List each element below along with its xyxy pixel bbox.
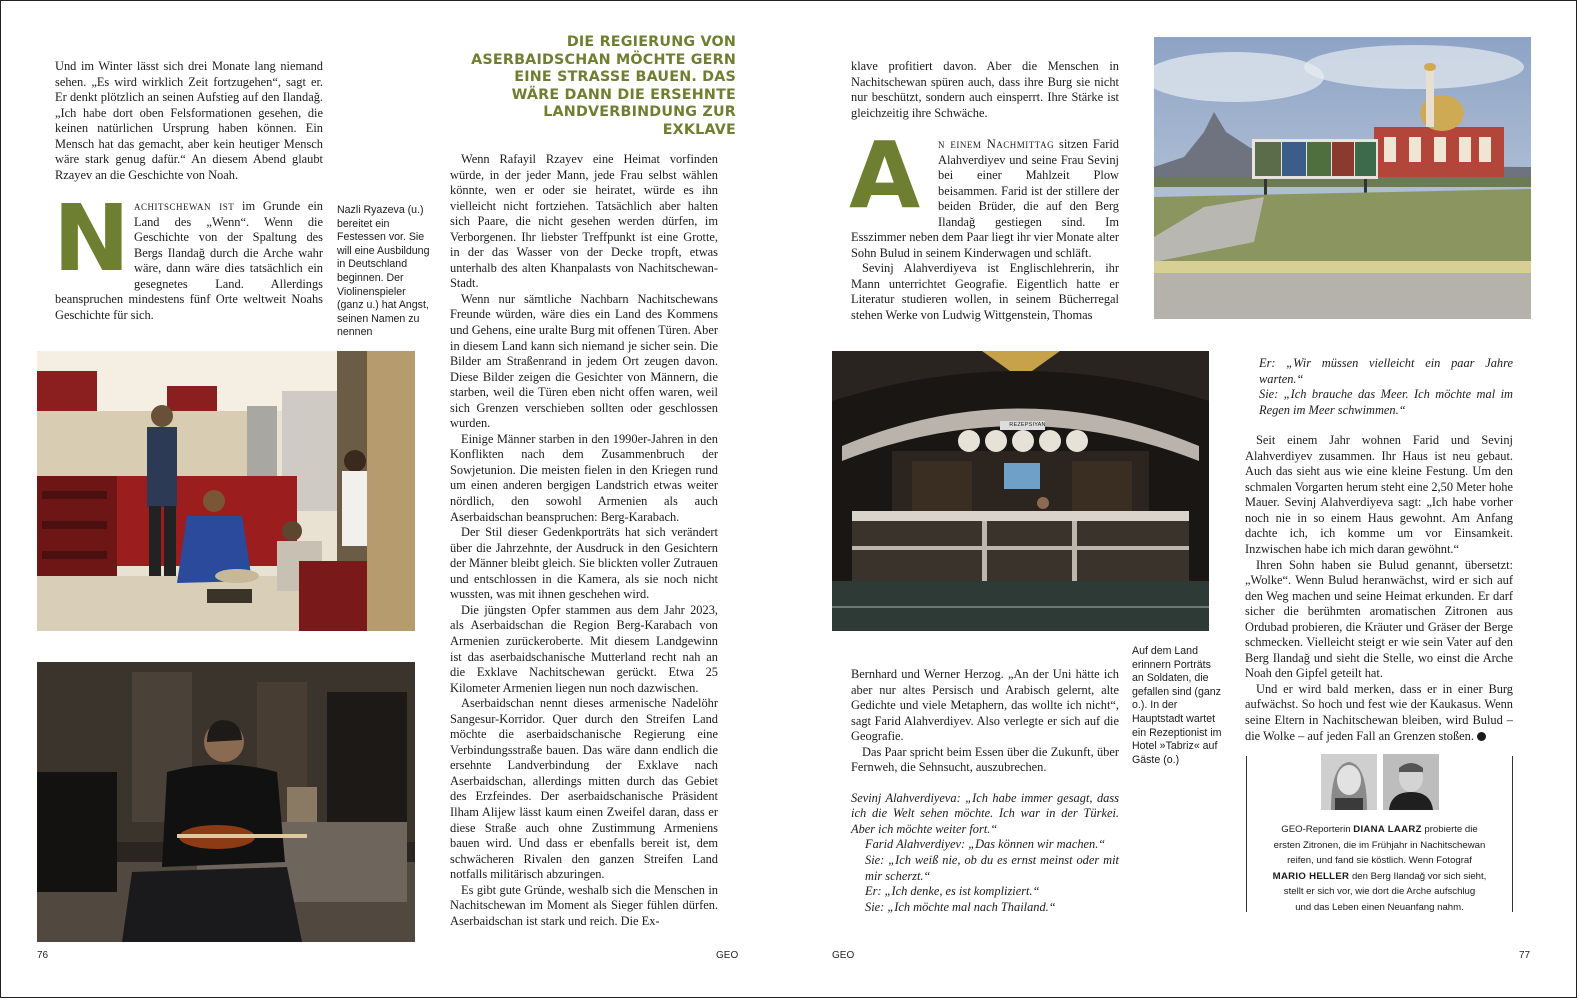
reception-sign: REZEPSIYAN <box>1009 422 1046 428</box>
caption-right: Auf dem Land erinnern Porträts an Soldaten, die gefallen sind (ganz o.). In der Hauptstadt wartet ein Rezeptionist im Hotel »Tabriz« auf Gäste (o.) <box>1132 645 1222 766</box>
dropcap-a: A <box>849 122 921 229</box>
col3-bottom-text: Bernhard und Werner Herzog. „An der Uni hätte ich aber nur altes Persisch und Arabisch gelernt, alte Gedichte und viele Metaphern, das wollte ich nicht“, sagt Farid Alahverdiyev. Also verlegte er sich auf die Geografie. Das Paar spricht beim Essen über die Zukunft, über Fernweh, die Sehnsucht, auszubrechen. Sevinj Alahverdiyeva: „Ich habe immer gesagt, dass ich die Welt sehen möchte. Ich war in der Türkei. Aber ich möchte weiter fort.“ Farid Alahverdiyev: „Das können wir machen.“ Sie: „Ich weiß nie, ob du es ernst meinst oder mit mir scherzt.“ Er: „Ich denke, es ist kompliziert.“ Sie: „Ich möchte mal nach Thailand.“ <box>851 667 1119 914</box>
kitchen-photo <box>37 351 415 631</box>
col2-text: Wenn Rafayil Rzayev eine Heimat vorfinden würde, in der jeder Mann, jede Frau selbst wählen könnte, wen er oder sie heiratet, würde es ihn vielleicht nicht fortziehen. Tatsächlich aber halten sich Paare, die nicht gesehen werden dürfen, im Verborgenen. Ihr liebster Treffpunkt ist eine Grotte, in der das Wasser von der Decke tropft, etwas unterhalb des alten Khanpalasts von Nachitschewan-Stadt. Wenn nur sämtliche Nachbarn Nachitschewans Freunde würden, wäre dies ein Land des Kommens und Gehens, eine uralte Burg mit offenen Türen. Aber in diesem Land kann sich niemand je sicher sein. Die Bilder am Straßenrand in jedem Ort zeugen davon. Diese Bilder zeigen die Gesichter von Männern, die starben, weil die Türen eben nicht offen waren, weil sich Grenzen verschieben sollten oder geschlossen wurden. Einige Männer starben in den 1990er-Jahren in den Konflikten nach dem Zusammenbruch der Sowjetunion. Die meisten fielen in den Kriegen rund um einen anderen bergigen Landstrich etwas weiter nördlich, den sowohl Armenien als auch Aserbaidschan beanspruchen: Berg-Karabach. Der Stil dieser Gedenkporträts hat sich verändert über die Jahrzehnte, der Ausdruck in den Gesichtern der Männer bleibt gleich. Sie blickten voller Zutrauen und entschlossen in die Kamera, als sie noch nicht wussten, was mit ihnen geschehen wird. Die jüngsten Opfer stammen aus dem Jahr 2023, als Aserbaidschan die Region Berg-Karabach von Armenien zurückeroberte. Mit diesem Landgewinn ist das aserbaidschanische Mutterland recht nah an die Exklave Nachitschewan gerückt. Etwa 25 Kilometer Armenien liegen nun noch dazwischen. Aserbaidschan nennt dieses armenische Nadelöhr Sangesur-Korridor. Quer durch den Streifen Land möchte die aserbaidschanische Regierung eine Verbindungsstraße bauen. Das wäre dann endlich die ersehnte Landverbindung der Exklave nach Aserbaidschan, allerdings mitten durch das Gebiet des Erzfeindes. Der aserbaidschanische Präsident Ilham Alijew lässt kaum einen Zweifel daran, dass er diese Straße auch ohne Zustimmung Armeniens bauen wird. Und dass er ebenfalls bereit ist, dem schwächeren Rivalen den ganzen Streifen Land notfalls militärisch abzuringen. Es gibt gute Gründe, weshalb sich die Menschen in Nachitschewan im Moment als Sieger fühlen dürfen. Aserbaidschan ist stark und reich. Die Ex- <box>450 152 718 928</box>
violinist-photo <box>37 662 415 942</box>
folio-number-right: 77 <box>1519 950 1531 961</box>
author-photo-diana <box>1321 754 1377 810</box>
author-photo-mario <box>1383 754 1439 810</box>
author-box-right-rule <box>1512 756 1513 912</box>
col1-intro: Und im Winter lässt sich drei Monate lang niemand sehen. „Es wird wirklich Zeit fortzugehen“, sagt er. Er denkt plötzlich an seinen Aufstieg auf den Ilandağ. „Ich habe dort oben Felsformationen gesehen, die keinen natürlichen Ursprung haben können. Ein Mensch hat das gemacht, aber kein heutiger Mensch wäre stark genug dafür.“ An diesem Abend glaubt Rzayev an die Geschichte von Noah. <box>55 59 323 182</box>
author-box-left-rule <box>1246 756 1247 912</box>
dropcap-n: N <box>53 185 130 292</box>
author-bio: GEO-Reporterin DIANA LAARZ probierte die ersten Zitronen, die im Frühjahr in Nachitschewan reifen, und fand sie köstlich. Wenn Fotograf MARIO HELLER den Berg Ilandağ vor sich sieht, stellt er sich vor, wie dort die Arche aufschlug und das Leben einen Neuanfang nahm. <box>1272 824 1487 913</box>
col3-a-paragraph: n einem Nachmittag sitzen Farid Alahverdiyev und seine Frau Sevinj bei einer Mahlzeit Plow beisammen. Farid ist der stillere der beiden Brüder, die auf den Berg Ilandağ gestiegen sind. Im Esszimmer neben dem Paar liegt ihr vier Monate alter Sohn Bulud in seinem Kinderwagen und schläft. Sevinj Alahverdiyeva ist Englischlehrerin, ihr Mann unterrichtet Geografie. Eigentlich hatte er Literatur studieren wollen, in seinem Bücherregal stehen Werke von Ludwig Wittgenstein, Thomas <box>851 137 1119 323</box>
folio-brand-right: GEO <box>832 950 855 961</box>
folio-brand-left: GEO <box>716 950 739 961</box>
col3-intro: klave profitiert davon. Aber die Menschen in Nachitschewan spüren auch, dass ihre Burg sie nicht nur beschützt, sondern auch einsperrt. Ihre Stärke ist gleichzeitig ihre Schwäche. <box>851 59 1119 120</box>
col1-n-paragraph: achitschewan ist im Grunde ein Land des „Wenn“. Wenn die Geschichte von der Spaltung des Bergs Ilandağ durch die Arche wahr wäre, dann wäre dies tatsächlich ein gesegnetes Land. Allerdings beanspruchen mindestens fünf Orte weltweit Noahs Geschichte für sich. <box>55 199 323 322</box>
pull-quote: DIE REGIERUNG VON ASERBAIDSCHAN MÖCHTE GERN EINE STRASSE BAUEN. DAS WÄRE DANN DIE ERSEHNTE LANDVERBINDUNG ZUR EXKLAVE <box>471 34 736 138</box>
reception-photo <box>832 351 1209 631</box>
caption-top: Nazli Ryazeva (u.) bereitet ein Festessen vor. Sie will eine Ausbildung in Deutschland beginnen. Der Violinenspieler (ganz u.) hat Angst, seinen Namen zu nennen <box>337 204 430 339</box>
globe-end-icon <box>1477 732 1486 741</box>
col4-text: Er: „Wir müssen vielleicht ein paar Jahre warten.“ Sie: „Ich brauche das Meer. Ich möchte mal im Regen im Meer schwimmen.“ Seit einem Jahr wohnen Farid und Sevinj Alahverdiyev zusammen. Ihr Haus ist neu gebaut. Auch das sieht aus wie eine kleine Festung. Um den schmalen Vorgarten herum steht eine 2,50 Meter hohe Mauer. Sevinj Alahverdiyeva sagt: „Ich habe vorher noch nie in so einem Haus gewohnt. Am Anfang dachte ich, ich komme um vor Einsamkeit. Inzwischen habe ich mich daran gewöhnt.“ Ihren Sohn haben sie Bulud genannt, übersetzt: „Wolke“. Wenn Bulud heranwächst, wird er sich auf den Weg machen und seine Heimat erkunden. Er darf sicher die berühmten aromatischen Zitronen aus Ordubad probieren, die Kräuter und Gräser der Berge schmecken. Vielleicht steigt er wie sein Vater auf den Berg Ilandağ und sieht die Stelle, wo einst die Arche Noah den Gipfel geteilt hat. Und er wird bald merken, dass er in einer Burg aufwächst. So hoch und fest wie der Kaukasus. Wenn seine Eltern in Nachitschewan bleiben, wird Bulud – die Wolke – auf jeden Fall an Grenzen stoßen. <box>1245 356 1513 743</box>
memorial-photo <box>1154 37 1531 319</box>
folio-number-left: 76 <box>37 950 49 961</box>
